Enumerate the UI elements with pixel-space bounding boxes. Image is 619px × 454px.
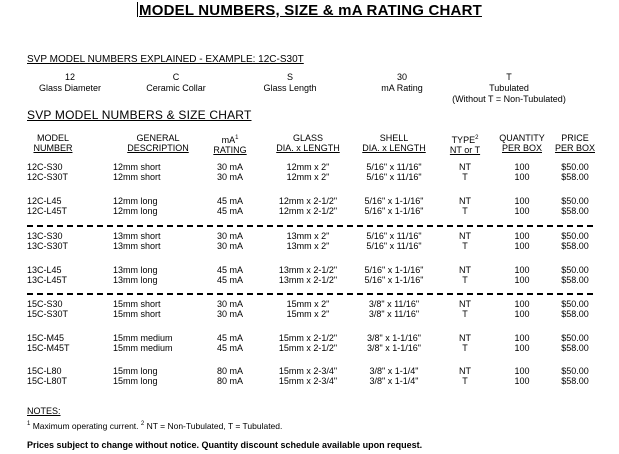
explained-part-extra: (Without T = Non-Tubulated) bbox=[452, 94, 566, 104]
cell-ma-rating: 80 mA bbox=[216, 376, 243, 386]
explained-part-code: S bbox=[286, 72, 293, 82]
cell-quantity: 100 bbox=[514, 309, 530, 319]
cell-description: 13mm long bbox=[113, 265, 158, 275]
cell-shell-size: 3/8" x 1-1/4" bbox=[369, 376, 419, 386]
cell-ma-rating: 45 mA bbox=[216, 343, 243, 353]
cell-glass-size: 13mm x 2-1/2" bbox=[278, 275, 338, 285]
col-type-header bbox=[446, 133, 484, 155]
cell-quantity: 100 bbox=[514, 275, 530, 285]
cell-type: T bbox=[462, 206, 468, 216]
cell-price: $58.00 bbox=[561, 343, 589, 353]
cell-quantity: 100 bbox=[514, 343, 530, 353]
explained-part-code: C bbox=[172, 72, 180, 82]
cell-quantity: 100 bbox=[514, 162, 530, 172]
cell-model-number: 15C-L80T bbox=[27, 376, 68, 386]
cell-quantity: 100 bbox=[514, 299, 530, 309]
col-shell-header bbox=[348, 133, 440, 153]
col-price-header bbox=[550, 133, 600, 153]
header-line1: QUANTITY bbox=[499, 133, 545, 143]
col-model-header bbox=[27, 133, 79, 153]
header-line2: PER BOX bbox=[501, 143, 542, 153]
cell-price: $50.00 bbox=[561, 196, 589, 206]
cell-glass-size: 15mm x 2" bbox=[286, 299, 330, 309]
header-line2: RATING bbox=[213, 145, 247, 155]
cell-quantity: 100 bbox=[514, 333, 530, 343]
header-line1: MODEL bbox=[36, 133, 69, 143]
cell-ma-rating: 45 mA bbox=[216, 265, 243, 275]
explained-part-label: Tubulated bbox=[489, 83, 529, 93]
cell-price: $58.00 bbox=[561, 376, 589, 386]
explained-heading: SVP MODEL NUMBERS EXPLAINED - EXAMPLE: 12C-S30T bbox=[27, 54, 304, 65]
footnote-1-marker: 1 bbox=[27, 421, 31, 427]
cell-ma-rating: 45 mA bbox=[216, 333, 243, 343]
cell-shell-size: 5/16" x 11/16" bbox=[366, 162, 422, 172]
cell-quantity: 100 bbox=[514, 231, 530, 241]
cell-type: T bbox=[462, 376, 468, 386]
cell-description: 12mm short bbox=[113, 172, 161, 182]
footnote-marker: 1 bbox=[235, 135, 239, 141]
explained-part bbox=[342, 72, 462, 94]
cell-type: T bbox=[462, 241, 468, 251]
cell-quantity: 100 bbox=[514, 241, 530, 251]
explained-part-label: Ceramic Collar bbox=[146, 83, 206, 93]
cell-description: 15mm short bbox=[113, 299, 161, 309]
cell-shell-size: 5/16" x 1-1/16" bbox=[364, 206, 424, 216]
cell-ma-rating: 30 mA bbox=[216, 162, 243, 172]
cell-ma-rating: 45 mA bbox=[216, 196, 243, 206]
cell-description: 15mm long bbox=[113, 366, 158, 376]
cell-quantity: 100 bbox=[514, 206, 530, 216]
footnote-marker: 2 bbox=[475, 135, 479, 141]
cell-ma-rating: 30 mA bbox=[216, 241, 243, 251]
cell-description: 13mm long bbox=[113, 275, 158, 285]
cell-ma-rating: 30 mA bbox=[216, 299, 243, 309]
cell-shell-size: 5/16" x 1-1/16" bbox=[364, 275, 424, 285]
size-chart-heading: SVP MODEL NUMBERS & SIZE CHART bbox=[27, 108, 252, 122]
group-divider bbox=[27, 293, 593, 295]
cell-price: $50.00 bbox=[561, 333, 589, 343]
cell-type: NT bbox=[459, 231, 471, 241]
header-line1: mA bbox=[221, 135, 236, 145]
cell-ma-rating: 45 mA bbox=[216, 275, 243, 285]
col-quantity-header bbox=[493, 133, 551, 153]
header-line1: PRICE bbox=[561, 133, 589, 143]
cell-type: NT bbox=[459, 162, 471, 172]
cell-type: T bbox=[462, 343, 468, 353]
cell-type: T bbox=[462, 275, 468, 285]
cell-glass-size: 12mm x 2" bbox=[286, 162, 330, 172]
cell-ma-rating: 30 mA bbox=[216, 309, 243, 319]
cell-model-number: 12C-L45T bbox=[27, 206, 68, 216]
explained-part bbox=[230, 72, 350, 94]
cell-glass-size: 13mm x 2" bbox=[286, 241, 330, 251]
header-line2: NUMBER bbox=[33, 143, 73, 153]
cell-ma-rating: 30 mA bbox=[216, 231, 243, 241]
cell-price: $58.00 bbox=[561, 309, 589, 319]
cell-glass-size: 15mm x 2-3/4" bbox=[278, 366, 338, 376]
header-line2: DIA. x LENGTH bbox=[362, 143, 426, 153]
explained-part-label: mA Rating bbox=[381, 83, 423, 93]
price-disclaimer: Prices subject to change without notice. Quantity discount schedule available upon request. bbox=[27, 440, 423, 450]
cell-quantity: 100 bbox=[514, 265, 530, 275]
cell-shell-size: 3/8" x 1-1/16" bbox=[367, 333, 421, 343]
explained-part-code: 12 bbox=[64, 72, 75, 82]
cell-price: $50.00 bbox=[561, 162, 589, 172]
cell-model-number: 12C-S30 bbox=[27, 162, 63, 172]
cell-model-number: 13C-S30 bbox=[27, 231, 63, 241]
cell-model-number: 13C-S30T bbox=[27, 241, 69, 251]
explained-part-code: T bbox=[506, 72, 512, 82]
header-line2: DIA. x LENGTH bbox=[276, 143, 340, 153]
cell-model-number: 13C-L45T bbox=[27, 275, 68, 285]
cell-glass-size: 15mm x 2-3/4" bbox=[278, 376, 338, 386]
cell-description: 15mm short bbox=[113, 309, 161, 319]
cell-model-number: 12C-L45 bbox=[27, 196, 62, 206]
explained-part-label: Glass Length bbox=[263, 83, 317, 93]
cell-shell-size: 3/8" x 1-1/16" bbox=[367, 343, 421, 353]
cell-price: $50.00 bbox=[561, 299, 589, 309]
cell-type: NT bbox=[459, 366, 471, 376]
cell-quantity: 100 bbox=[514, 376, 530, 386]
col-glass-header bbox=[262, 133, 354, 153]
cell-price: $50.00 bbox=[561, 265, 589, 275]
footnotes bbox=[27, 421, 282, 431]
cell-type: T bbox=[462, 172, 468, 182]
footnote-2-text: NT = Non-Tubulated, T = Tubulated. bbox=[144, 421, 283, 431]
col-ma-rating-header bbox=[206, 133, 254, 155]
cell-model-number: 15C-M45T bbox=[27, 343, 70, 353]
cell-description: 13mm short bbox=[113, 231, 161, 241]
header-line2: PER BOX bbox=[554, 143, 595, 153]
cell-type: NT bbox=[459, 299, 471, 309]
cell-description: 12mm short bbox=[113, 162, 161, 172]
cell-model-number: 15C-S30 bbox=[27, 299, 63, 309]
cell-glass-size: 13mm x 2-1/2" bbox=[278, 265, 338, 275]
header-line1: GLASS bbox=[292, 133, 323, 143]
cell-price: $58.00 bbox=[561, 172, 589, 182]
cell-shell-size: 5/16" x 1-1/16" bbox=[364, 265, 424, 275]
cell-model-number: 15C-L80 bbox=[27, 366, 62, 376]
cell-type: NT bbox=[459, 196, 471, 206]
cell-shell-size: 5/16" x 11/16" bbox=[366, 172, 422, 182]
header-line1: TYPE bbox=[451, 135, 476, 145]
cell-description: 12mm long bbox=[113, 206, 158, 216]
cell-ma-rating: 80 mA bbox=[216, 366, 243, 376]
page-title: MODEL NUMBERS, SIZE & mA RATING CHART bbox=[139, 2, 482, 19]
cell-model-number: 13C-L45 bbox=[27, 265, 62, 275]
cell-glass-size: 15mm x 2" bbox=[286, 309, 330, 319]
cell-ma-rating: 45 mA bbox=[216, 206, 243, 216]
cell-model-number: 12C-S30T bbox=[27, 172, 69, 182]
cell-price: $58.00 bbox=[561, 206, 589, 216]
cell-type: NT bbox=[459, 265, 471, 275]
cell-quantity: 100 bbox=[514, 196, 530, 206]
cell-description: 13mm short bbox=[113, 241, 161, 251]
cell-type: NT bbox=[459, 333, 471, 343]
header-line2: DESCRIPTION bbox=[127, 143, 189, 153]
cell-glass-size: 12mm x 2" bbox=[286, 172, 330, 182]
cell-glass-size: 12mm x 2-1/2" bbox=[278, 196, 338, 206]
explained-part bbox=[449, 72, 569, 105]
explained-part bbox=[10, 72, 130, 94]
cell-shell-size: 5/16" x 1-1/16" bbox=[364, 196, 424, 206]
cell-description: 15mm medium bbox=[113, 333, 173, 343]
cell-model-number: 15C-S30T bbox=[27, 309, 69, 319]
explained-part-label: Glass Diameter bbox=[38, 83, 101, 93]
cell-price: $50.00 bbox=[561, 231, 589, 241]
cell-description: 15mm long bbox=[113, 376, 158, 386]
cell-description: 15mm medium bbox=[113, 343, 173, 353]
header-line2: NT or T bbox=[449, 145, 481, 155]
cell-shell-size: 5/16" x 11/16" bbox=[366, 231, 422, 241]
col-description-header bbox=[113, 133, 203, 153]
cell-glass-size: 15mm x 2-1/2" bbox=[278, 343, 338, 353]
cell-type: T bbox=[462, 309, 468, 319]
cell-shell-size: 3/8" x 11/16" bbox=[368, 309, 420, 319]
cell-price: $58.00 bbox=[561, 241, 589, 251]
cell-price: $58.00 bbox=[561, 275, 589, 285]
cell-description: 12mm long bbox=[113, 196, 158, 206]
footnote-1-text: Maximum operating current. bbox=[30, 421, 141, 431]
cell-ma-rating: 30 mA bbox=[216, 172, 243, 182]
cell-shell-size: 3/8" x 11/16" bbox=[368, 299, 420, 309]
cell-model-number: 15C-M45 bbox=[27, 333, 65, 343]
explained-part bbox=[116, 72, 236, 94]
header-line1: SHELL bbox=[379, 133, 409, 143]
cell-glass-size: 12mm x 2-1/2" bbox=[278, 206, 338, 216]
cell-quantity: 100 bbox=[514, 172, 530, 182]
cell-glass-size: 15mm x 2-1/2" bbox=[278, 333, 338, 343]
notes-heading: NOTES: bbox=[27, 406, 61, 416]
cell-quantity: 100 bbox=[514, 366, 530, 376]
cell-shell-size: 5/16" x 11/16" bbox=[366, 241, 422, 251]
group-divider bbox=[27, 225, 593, 227]
cell-shell-size: 3/8" x 1-1/4" bbox=[369, 366, 419, 376]
footnote-2-marker: 2 bbox=[140, 421, 145, 427]
cell-price: $50.00 bbox=[561, 366, 589, 376]
explained-part-code: 30 bbox=[396, 72, 407, 82]
cell-glass-size: 13mm x 2" bbox=[286, 231, 330, 241]
header-line1: GENERAL bbox=[136, 133, 180, 143]
